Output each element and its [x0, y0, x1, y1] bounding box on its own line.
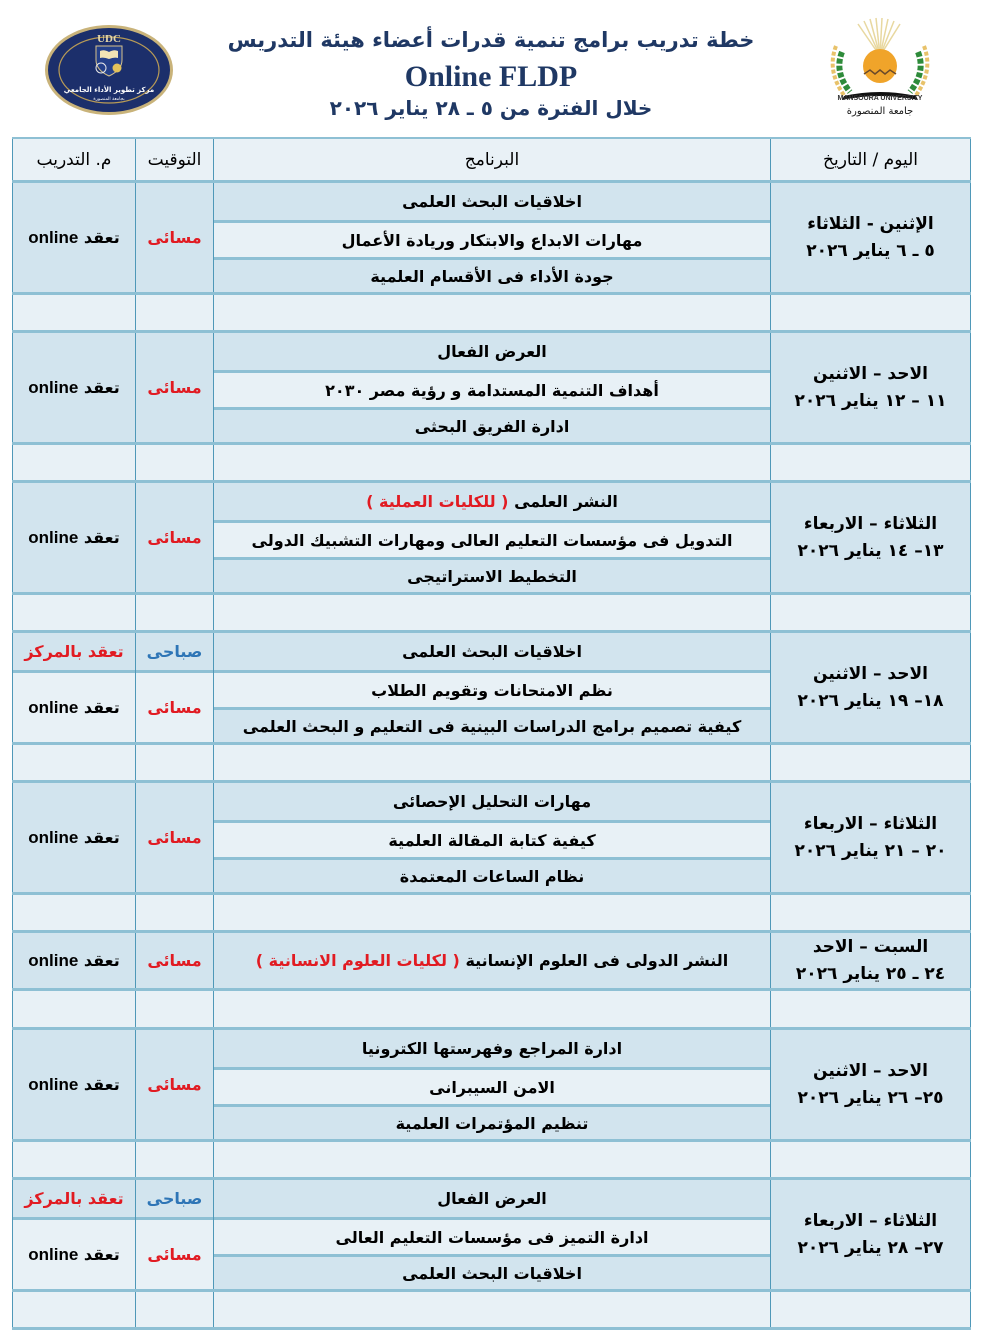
date-cell [771, 183, 971, 292]
program-item: العرض الفعال [214, 1180, 770, 1217]
day-range: السبت – الاحد [812, 936, 929, 957]
time-slot-evening: مسائى [136, 670, 213, 742]
day-range: الإثنين - الثلاثاء [807, 213, 934, 234]
column-header-training: م. التدريب [12, 139, 136, 180]
date-range: ٢٧– ٢٨ يناير ٢٠٢٦ [797, 1237, 944, 1258]
date-cell [771, 783, 971, 892]
mansoura-university-logo [822, 12, 938, 120]
time-slot: مسائى [136, 1030, 214, 1139]
program-list [214, 1030, 771, 1139]
day-range: الثلاثاء – الاربعاء [803, 813, 938, 834]
training-mode: تعقد online [12, 933, 136, 988]
program-item: اخلاقيات البحث العلمى [214, 1254, 770, 1289]
training-mode: تعقد online [12, 333, 136, 442]
program-item: التخطيط الاستراتيجى [214, 557, 770, 592]
program-item: أهداف التنمية المستدامة و رؤية مصر ٢٠٣٠ [214, 370, 770, 407]
date-range: ١٨– ١٩ يناير ٢٠٢٦ [797, 690, 944, 711]
day-range: الاحد – الاثنين [813, 363, 928, 384]
date-cell [771, 933, 971, 988]
program-item: ادارة المراجع وفهرستها الكترونيا [214, 1030, 770, 1067]
time-slot: مسائى [136, 333, 214, 442]
date-range: ٢٥– ٢٦ يناير ٢٠٢٦ [797, 1087, 944, 1108]
date-cell [771, 1180, 971, 1289]
training-mode-morning: تعقد بالمركز [13, 1180, 135, 1217]
table-row-group [12, 633, 971, 745]
column-header-date: اليوم / التاريخ [771, 139, 971, 180]
time-slot: مسائى [136, 933, 214, 988]
table-row-group [12, 783, 971, 895]
day-range: الاحد – الاثنين [813, 1060, 928, 1081]
time-slot-morning: صباحى [136, 633, 213, 670]
training-mode: تعقد online [12, 1030, 136, 1139]
title-arabic: خطة تدريب برامج تنمية قدرات أعضاء هيئة التدريس [227, 28, 755, 52]
time-slot-evening: مسائى [136, 1217, 213, 1289]
separator-row [12, 445, 971, 483]
program-item: اخلاقيات البحث العلمى [214, 183, 770, 220]
program-item: النشر الدولى فى العلوم الإنسانية ( لكليات العلوم الانسانية ) [214, 933, 771, 988]
date-range: ٢٤ ـ ٢٥ يناير ٢٠٢٦ [795, 963, 946, 984]
svg-text:MANSOURA UNIVERSITY: MANSOURA UNIVERSITY [837, 95, 923, 102]
program-item: نظام الساعات المعتمدة [214, 857, 770, 892]
title-period: خلال الفترة من ٥ ـ ٢٨ يناير ٢٠٢٦ [329, 96, 653, 120]
program-list [214, 783, 771, 892]
program-item: مهارات التحليل الإحصائى [214, 783, 770, 820]
table-row-group [12, 1180, 971, 1292]
program-item: العرض الفعال [214, 333, 770, 370]
table-row-group [12, 483, 971, 595]
separator-row [12, 295, 971, 333]
program-note: ( للكليات العملية ) [366, 492, 509, 511]
program-item: النشر العلمى ( للكليات العملية ) [214, 483, 770, 520]
training-mode: تعقد online [12, 183, 136, 292]
program-item: اخلاقيات البحث العلمى [214, 633, 770, 670]
day-range: الاحد – الاثنين [813, 663, 928, 684]
time-slot: مسائى [136, 783, 214, 892]
svg-text:مركز تطوير الأداء الجامعي: مركز تطوير الأداء الجامعي [63, 86, 155, 94]
date-cell [771, 483, 971, 592]
training-mode-evening: تعقد online [13, 670, 135, 742]
program-note: ( لكليات العلوم الانسانية ) [255, 951, 460, 970]
svg-text:بجامعة المنصورة: بجامعة المنصورة [93, 97, 125, 102]
column-header-program: البرنامج [214, 139, 771, 180]
program-item: ادارة الفريق البحثى [214, 407, 770, 442]
time-slot-split [136, 633, 214, 742]
svg-text:جامعة المنصورة: جامعة المنصورة [846, 106, 914, 117]
separator-row [12, 895, 971, 933]
table-row-group [12, 183, 971, 295]
column-header-time: التوقيت [136, 139, 214, 180]
time-slot: مسائى [136, 483, 214, 592]
day-range: الثلاثاء – الاربعاء [803, 1210, 938, 1231]
title-english: Online FLDP [404, 60, 578, 93]
training-mode-morning: تعقد بالمركز [13, 633, 135, 670]
program-item: نظم الامتحانات وتقويم الطلاب [214, 670, 770, 707]
program-list [214, 633, 771, 742]
day-range: الثلاثاء – الاربعاء [803, 513, 938, 534]
table-row-group [12, 333, 971, 445]
program-list [214, 333, 771, 442]
date-range: ٥ ـ ٦ يناير ٢٠٢٦ [806, 240, 935, 261]
program-item: كيفية كتابة المقالة العلمية [214, 820, 770, 857]
svg-text:UDC: UDC [97, 33, 121, 45]
program-list [214, 483, 771, 592]
date-cell [771, 633, 971, 742]
training-mode-evening: تعقد online [13, 1217, 135, 1289]
program-item: الامن السيبرانى [214, 1067, 770, 1104]
training-mode: تعقد online [12, 483, 136, 592]
training-mode-split [12, 633, 136, 742]
date-range: ١١ – ١٢ يناير ٢٠٢٦ [794, 390, 947, 411]
table-row-group [12, 933, 971, 991]
date-cell [771, 1030, 971, 1139]
separator-row [12, 991, 971, 1030]
time-slot-split [136, 1180, 214, 1289]
table-row-group [12, 1030, 971, 1142]
program-item: تنظيم المؤتمرات العلمية [214, 1104, 770, 1139]
page-header [0, 0, 982, 135]
program-item: ادارة التميز فى مؤسسات التعليم العالى [214, 1217, 770, 1254]
table-header-row [12, 137, 971, 183]
program-list [214, 1180, 771, 1289]
program-list [214, 183, 771, 292]
separator-row [12, 745, 971, 783]
date-range: ٢٠ – ٢١ يناير ٢٠٢٦ [794, 840, 947, 861]
date-cell [771, 333, 971, 442]
separator-row [12, 1292, 971, 1330]
program-item: التدويل فى مؤسسات التعليم العالى ومهارات التشبيك الدولى [214, 520, 770, 557]
separator-row [12, 1142, 971, 1180]
training-mode: تعقد online [12, 783, 136, 892]
training-mode-split [12, 1180, 136, 1289]
program-item: مهارات الابداع والابتكار وريادة الأعمال [214, 220, 770, 257]
separator-row [12, 595, 971, 633]
program-item: جودة الأداء فى الأقسام العلمية [214, 257, 770, 292]
time-slot: مسائى [136, 183, 214, 292]
program-item: كيفية تصميم برامج الدراسات البينية فى التعليم و البحث العلمى [214, 707, 770, 742]
date-range: ١٣– ١٤ يناير ٢٠٢٦ [797, 540, 944, 561]
time-slot-morning: صباحى [136, 1180, 213, 1217]
